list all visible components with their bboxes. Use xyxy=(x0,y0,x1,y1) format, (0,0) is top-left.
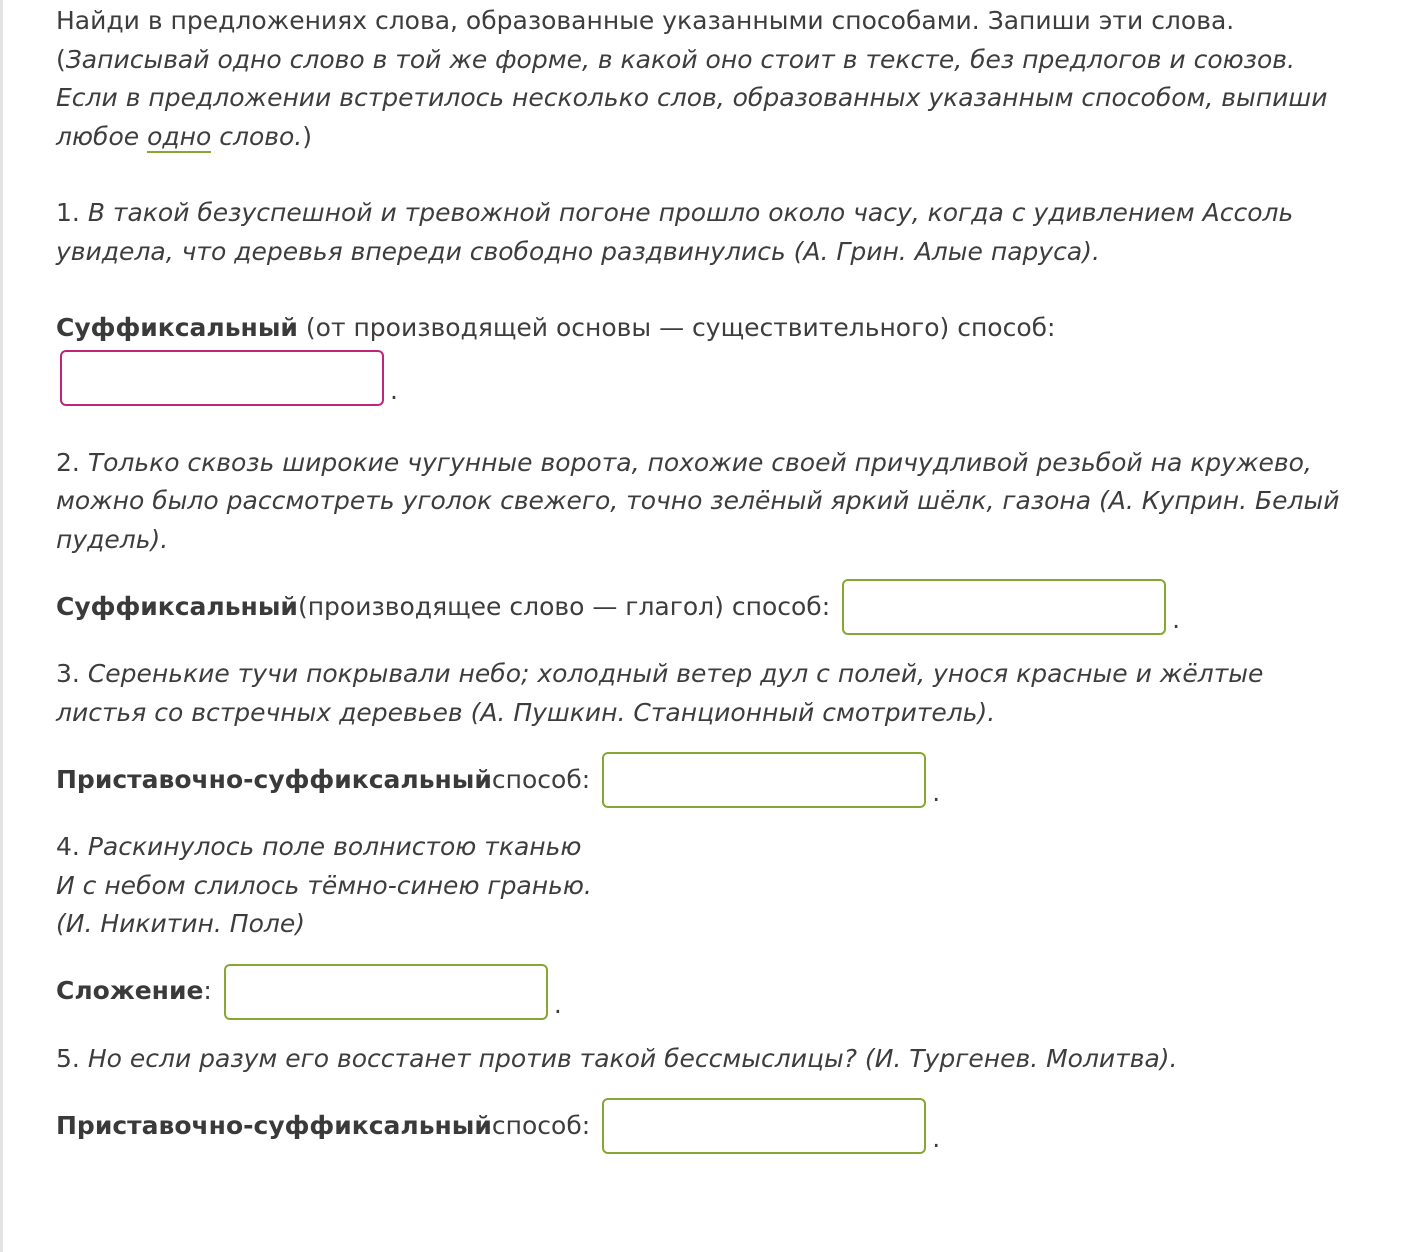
task-5 xyxy=(56,1040,1346,1155)
instructions-note-close: ) xyxy=(302,121,313,151)
task-3-method-name: Приставочно-суффиксальный xyxy=(56,764,492,794)
task-3-method xyxy=(56,752,1346,808)
task-3-sentence xyxy=(56,655,1346,732)
task-1-text: В такой безуспешной и тревожной погоне прошло около часу, когда с удивлением Ассоль увидела, что деревья впереди свободно раздвинулись (А. Грин. Алые паруса). xyxy=(56,198,1294,266)
exercise-content xyxy=(56,2,1346,1154)
task-5-method-name: Приставочно-суффиксальный xyxy=(56,1110,492,1140)
task-1-method-name: Суффиксальный xyxy=(56,313,298,342)
task-1-method xyxy=(56,309,1346,348)
task-1-answer-input[interactable] xyxy=(60,350,384,406)
task-5-sentence xyxy=(56,1040,1346,1079)
task-2-number: 2. xyxy=(56,447,88,477)
instructions-note-a: Записывай одно слово в той же форме, в какой оно стоит в тексте, без предлогов и союзов. Если в предложении встретилось несколько слов, образованных указанным способом, выпиши любое xyxy=(56,44,1328,151)
task-2-sentence xyxy=(56,444,1346,560)
instructions-note-b: слово. xyxy=(211,121,303,151)
task-3-method-rest: способ: xyxy=(491,764,591,794)
task-3-period: . xyxy=(932,778,941,807)
task-5-answer-input[interactable] xyxy=(602,1098,926,1154)
task-4-method-name: Сложение xyxy=(56,976,204,1006)
task-5-period: . xyxy=(932,1124,941,1153)
task-1-sentence xyxy=(56,194,1346,271)
task-5-method-rest: способ: xyxy=(491,1110,591,1140)
task-1 xyxy=(56,194,1346,406)
task-5-method xyxy=(56,1098,1346,1154)
task-3-answer-input[interactable] xyxy=(602,752,926,808)
left-border xyxy=(0,0,3,1252)
task-2-period: . xyxy=(1172,605,1181,634)
instructions-main: Найди в предложениях слова, образованные указанными способами. Запиши эти слова. xyxy=(56,6,1235,35)
task-3-number: 3. xyxy=(56,659,88,688)
task-5-text: Но если разум его восстанет против такой бессмыслицы? (И. Тургенев. Молитва). xyxy=(87,1043,1178,1073)
task-4-answer-input[interactable] xyxy=(224,964,548,1020)
task-4-line-2: И с небом слилось тёмно-синею гранью. xyxy=(56,870,592,900)
instructions xyxy=(56,2,1346,156)
instructions-note-open: ( xyxy=(56,44,66,74)
task-2 xyxy=(56,444,1346,636)
task-1-method-rest: (от производящей основы — существительного) способ: xyxy=(297,313,1056,342)
task-4-line-3: (И. Никитин. Поле) xyxy=(56,909,305,938)
task-4-method xyxy=(56,964,1346,1020)
task-4-period: . xyxy=(553,989,562,1019)
task-2-method-name: Суффиксальный xyxy=(56,591,298,621)
task-4 xyxy=(56,828,1346,1020)
task-1-period: . xyxy=(390,375,398,405)
instructions-note-underlined: одно xyxy=(147,121,212,151)
task-5-number: 5. xyxy=(56,1043,88,1073)
task-3-text: Серенькие тучи покрывали небо; холодный ветер дул с полей, унося красные и жёлтые листья со встречных деревьев (А. Пушкин. Станционный смотритель). xyxy=(56,659,1264,727)
task-2-method-rest: (производящее слово — глагол) способ: xyxy=(297,591,831,621)
task-4-line-1: Раскинулось поле волнистою тканью xyxy=(87,832,582,861)
task-4-number: 4. xyxy=(56,832,88,861)
task-2-method xyxy=(56,579,1346,635)
task-4-sentence xyxy=(56,828,1346,944)
task-4-method-rest: : xyxy=(203,976,212,1006)
task-2-text: Только сквозь широкие чугунные ворота, похожие своей причудливой резьбой на кружево, можно было рассмотреть уголок свежего, точно зелёный яркий шёлк, газона (А. Куприн. Белый пудель). xyxy=(56,447,1340,554)
task-1-number: 1. xyxy=(56,198,88,227)
task-2-answer-input[interactable] xyxy=(842,579,1166,635)
task-3 xyxy=(56,655,1346,808)
